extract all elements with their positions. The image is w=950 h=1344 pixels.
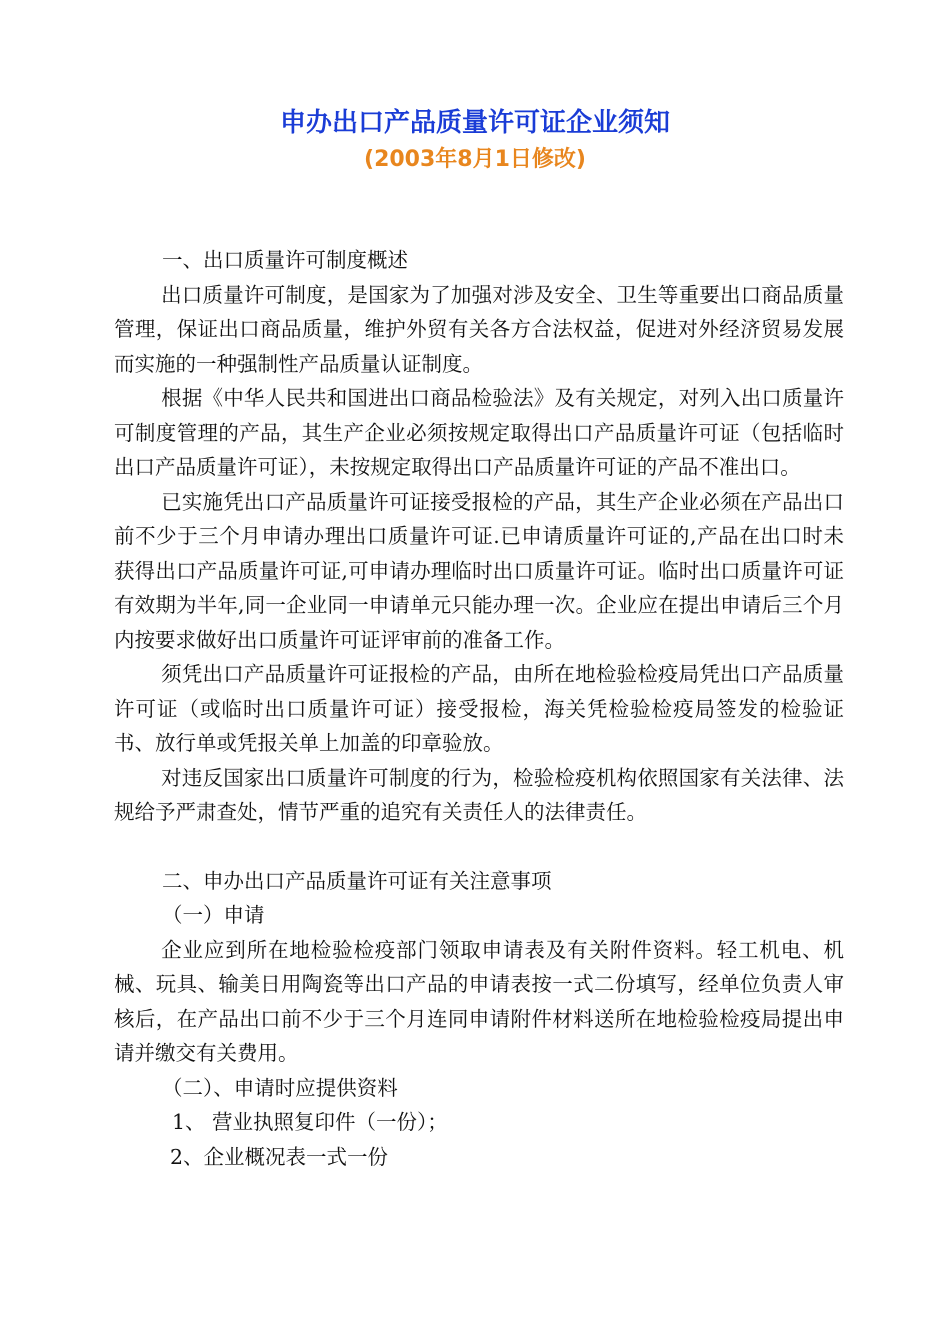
document-body (114, 243, 844, 1174)
section-1-paragraph-4: 须凭出口产品质量许可证报检的产品，由所在地检验检疫局凭出口产品质量许可证（或临时出口质量许可证）接受报检，海关凭检验检疫局签发的检验证书、放行单或凭报关单上加盖的印章验放。 (114, 662, 844, 755)
section-2-paragraph-1: 企业应到所在地检验检疫部门领取申请表及有关附件资料。轻工机电、机械、玩具、输美日用陶瓷等出口产品的申请表按一式二份填写，经单位负责人审核后，在产品出口前不少于三个月连同申请附件材料送所在地检验检疫局提出申请并缴交有关费用。 (114, 937, 844, 1065)
list-item-2: 2、企业概况表一式一份 (170, 1144, 389, 1169)
document-title: 申办出口产品质量许可证企业须知 (279, 108, 670, 138)
section-1-heading: 一、出口质量许可制度概述 (162, 248, 408, 272)
section-2-heading: 二、申办出口产品质量许可证有关注意事项 (162, 868, 552, 893)
section-2-subheading-2: （二）、申请时应提供资料 (162, 1075, 398, 1100)
section-1-paragraph-3: 已实施凭出口产品质量许可证接受报检的产品，其生产企业必须在产品出口前不少于三个月申请办理出口质量许可证.已申请质量许可证的,产品在出口时未获得出口产品质量许可证,可申请办理临时出口质量许可证。临时出口质量许可证有效期为半年,同一企业同一申请单元只能办理一次。企业应在提出申请后三个月内按要求做好出口质量许可证评审前的准备工作。 (114, 489, 844, 652)
section-1-paragraph-5: 对违反国家出口质量许可制度的行为，检验检疫机构依照国家有关法律、法规给予严肃查处，情节严重的追究有关责任人的法律责任。 (114, 765, 844, 824)
section-2-subheading-1: （一）申请 (162, 903, 265, 927)
document-subtitle: (2003年8月1日修改) (364, 147, 586, 172)
section-1-paragraph-2: 根据《中华人民共和国进出口商品检验法》及有关规定，对列入出口质量许可制度管理的产品，其生产企业必须按规定取得出口产品质量许可证（包括临时出口产品质量许可证），未按规定取得出口产品质量许可证的产品不准出口。 (114, 386, 844, 479)
section-gap (114, 830, 844, 864)
list-item-1: 1、 营业执照复印件（一份）； (172, 1110, 448, 1134)
section-1-paragraph-1: 出口质量许可制度，是国家为了加强对涉及安全、卫生等重要出口商品质量管理，保证出口商品质量，维护外贸有关各方合法权益，促进对外经济贸易发展而实施的一种强制性产品质量认证制度。 (114, 282, 844, 376)
